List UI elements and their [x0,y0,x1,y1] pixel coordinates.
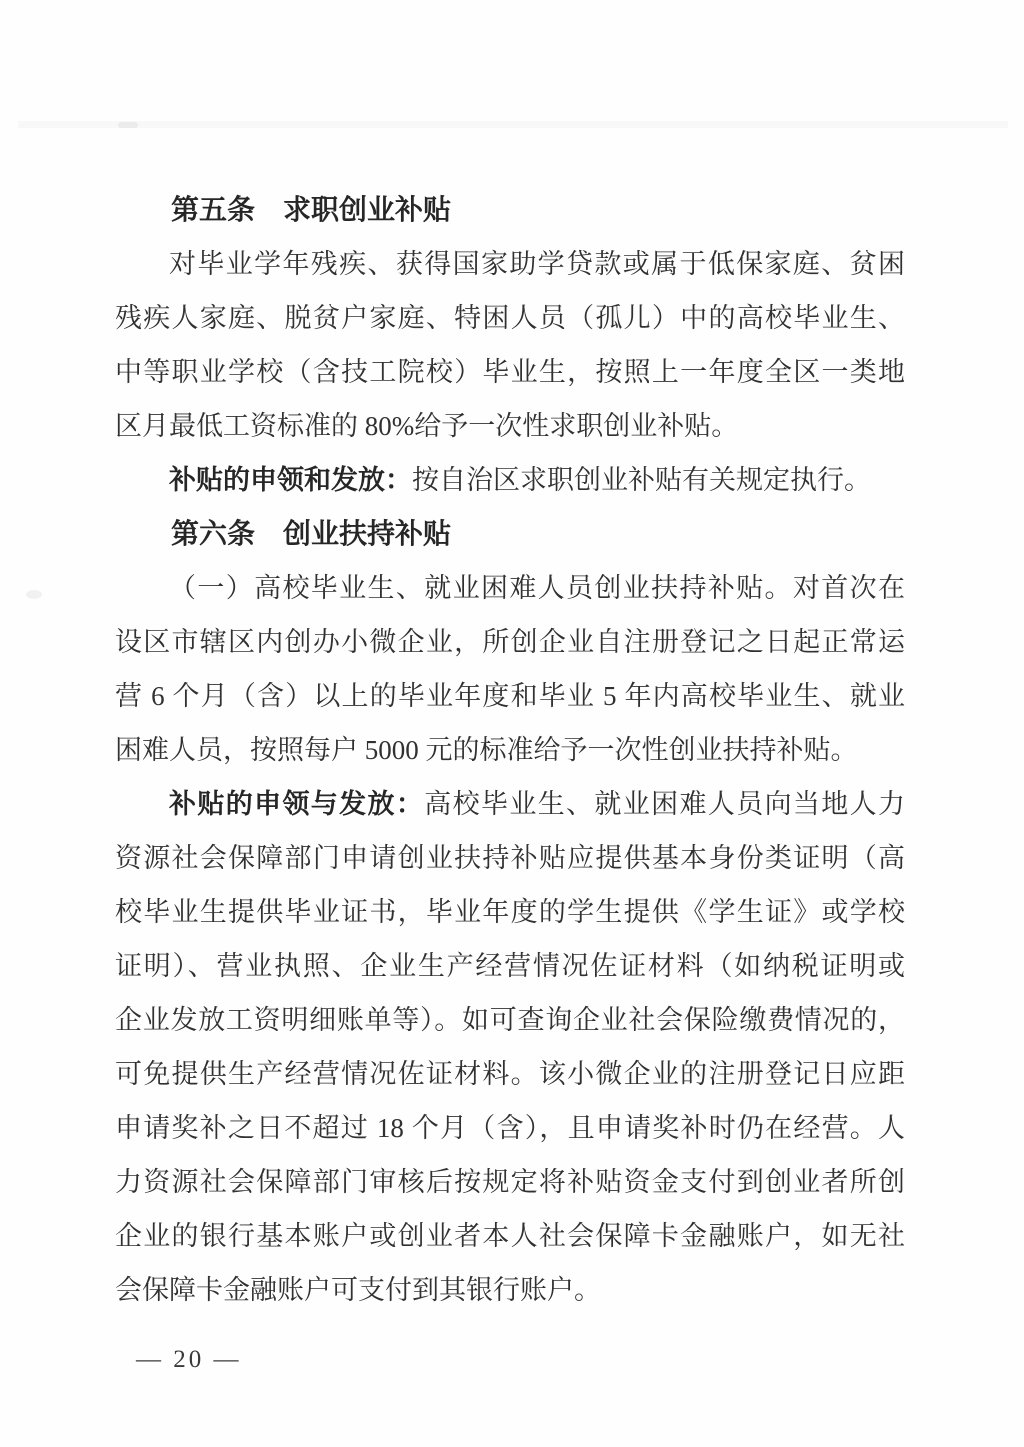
text-line: 会保障卡金融账户可支付到其银行账户。 [115,1275,601,1305]
text-line: 营 6 个月（含）以上的毕业年度和毕业 5 年内高校毕业生、就业 [115,681,905,711]
text-line [115,453,905,507]
text-line: 证明）、营业执照、企业生产经营情况佐证材料（如纳税证明或 [115,951,905,981]
text-line: 对毕业学年残疾、获得国家助学贷款或属于低保家庭、贫困 [169,249,905,279]
text-line: 困难人员，按照每户 5000 元的标准给予一次性创业扶持补贴。 [115,735,858,765]
bold-lead-phrase: 补贴的申领与发放： [169,789,425,819]
text-line: 校毕业生提供毕业证书，毕业年度的学生提供《学生证》或学校 [115,897,905,927]
scan-smudge-artifact [26,590,42,599]
scan-streak-dot-artifact [118,122,138,128]
lead-rest-text: 高校毕业生、就业困难人员向当地人力 [424,789,906,819]
text-line: 申请奖补之日不超过 18 个月（含），且申请奖补时仍在经营。人 [115,1113,905,1143]
text-line: 可免提供生产经营情况佐证材料。该小微企业的注册登记日应距 [115,1059,905,1089]
article-5-heading: 第五条 求职创业补贴 [171,194,452,225]
bold-lead-phrase: 补贴的申领和发放： [169,465,412,495]
text-line: 设区市辖区内创办小微企业，所创企业自注册登记之日起正常运 [115,627,905,657]
document-body [115,183,905,1317]
text-line: 中等职业学校（含技工院校）毕业生，按照上一年度全区一类地 [115,357,905,387]
text-line: （一）高校毕业生、就业困难人员创业扶持补贴。对首次在 [169,573,905,603]
text-line: 区月最低工资标准的 80%给予一次性求职创业补贴。 [115,411,739,441]
text-line [115,777,905,831]
text-line: 企业的银行基本账户或创业者本人社会保障卡金融账户，如无社 [115,1221,905,1251]
article-6-heading: 第六条 创业扶持补贴 [171,518,452,549]
page-number: — 20 — [136,1346,242,1373]
lead-rest-text: 按自治区求职创业补贴有关规定执行。 [412,465,871,495]
scan-streak-artifact [18,121,1008,128]
text-line: 资源社会保障部门申请创业扶持补贴应提供基本身份类证明（高 [115,843,905,873]
text-line: 企业发放工资明细账单等）。如可查询企业社会保险缴费情况的， [115,1005,905,1035]
text-line: 力资源社会保障部门审核后按规定将补贴资金支付到创业者所创 [115,1167,905,1197]
text-line: 残疾人家庭、脱贫户家庭、特困人员（孤儿）中的高校毕业生、 [115,303,905,333]
